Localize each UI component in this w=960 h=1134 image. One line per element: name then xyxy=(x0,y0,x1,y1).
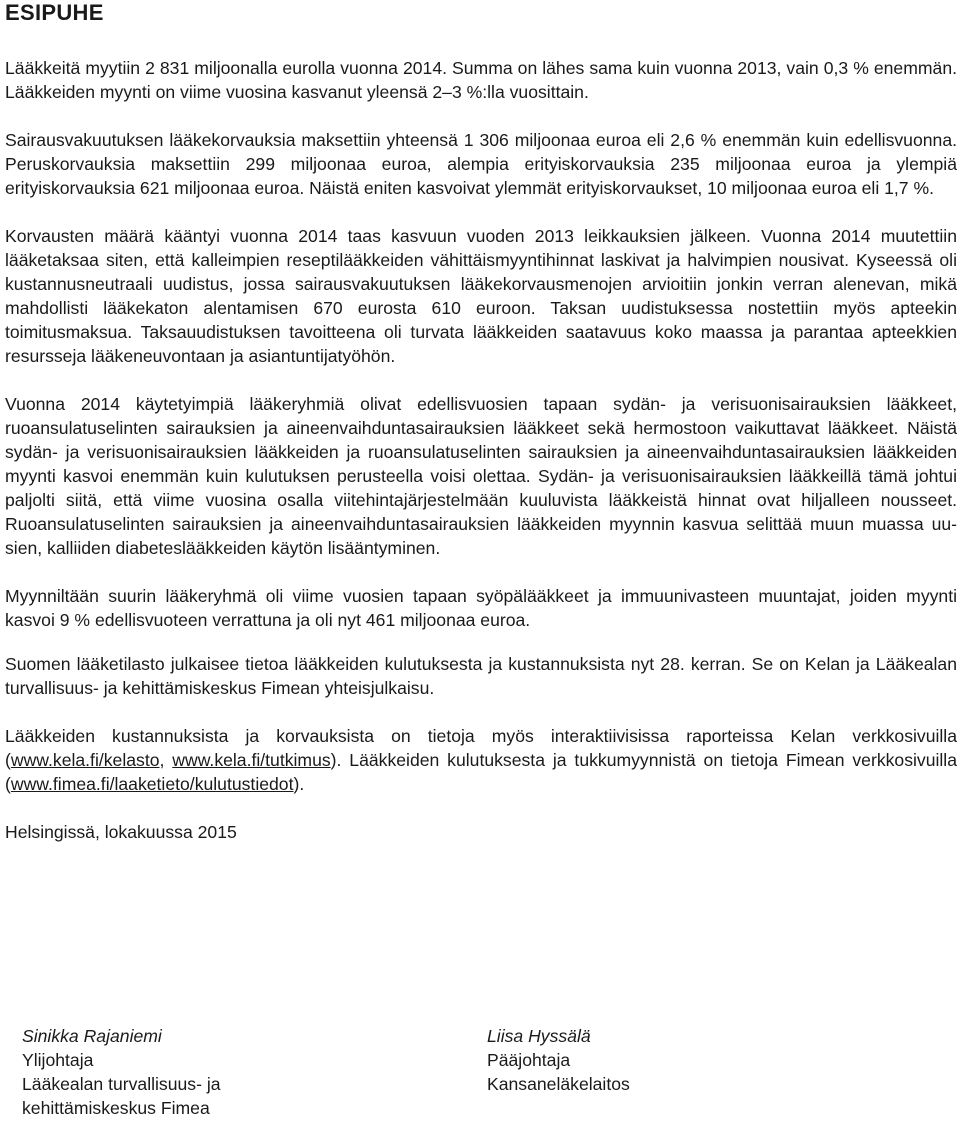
paragraph-publication: Suomen lääketilasto julkaisee tietoa lääkkeiden kulutuksesta ja kustannuksista nyt 28. kerran. Se on Kelan ja Lääkealan turvallisuus- ja kehittämiskeskus Fimean yhteisjulkaisu. xyxy=(5,654,957,698)
signature-right xyxy=(487,1024,630,1096)
link-kela-tutkimus[interactable]: www.kela.fi/tutkimus xyxy=(172,750,331,770)
signer-organization: Lääkealan turvallisuus- ja xyxy=(22,1074,221,1094)
signer-organization-line2: kehittämiskeskus Fimea xyxy=(22,1098,210,1118)
online-reports-text-2: ). Lääkkeiden kulutuksesta ja tukkumyynnistä on tietoja Fimean verkkosivuilla ( xyxy=(5,750,958,794)
signer-title: Ylijohtaja xyxy=(22,1050,94,1070)
paragraph-sales: Lääkkeitä myytiin 2 831 miljoonalla eurolla vuonna 2014. Summa on lähes sama kuin vuonna 2013, vain 0,3 % enemmän. Lääkkeiden myynti on viime vuosina kasvanut yleensä 2–3 %:lla vuosittain. xyxy=(5,58,957,102)
paragraph-online-reports xyxy=(5,724,957,796)
online-reports-text-3: ). xyxy=(293,774,305,794)
signatures xyxy=(22,1024,922,1134)
link-kela-kelasto[interactable]: www.kela.fi/kelasto xyxy=(10,750,160,770)
signer-title: Pääjohtaja xyxy=(487,1050,571,1070)
signer-name: Sinikka Rajaniemi xyxy=(22,1026,162,1046)
signer-organization: Kansaneläkelaitos xyxy=(487,1074,630,1094)
page-title: ESIPUHE xyxy=(5,0,104,25)
paragraph-tariff-reform: Korvausten määrä kääntyi vuonna 2014 taas kasvuun vuoden 2013 leikkauksien jälkeen. Vuonna 2014 muutettiin lääketaksaa siten, että kalleimpien reseptilääkkeiden vähittäismyyntihinnat laskivat ja halvimpien nousivat. Kyseessä oli kustannusneutraali uudistus, jossa sairausvakuutuksen lääkekorvausmenojen arvioitiin jonkin verran alenevan, mikä mahdollisti lääkekaton alentamisen 670 eurosta 610 euroon. Taksan uudistuksessa nostettiin myös apteekin toimitusmaksua. Taksauudistuksen tavoitteena oli turvata lääkkeiden saatavuus koko maassa ja parantaa apteekkien resursseja lääkeneuvontaan ja asiantuntijatyöhön. xyxy=(5,226,957,366)
signer-name: Liisa Hyssälä xyxy=(487,1026,591,1046)
link-fimea-kulutustiedot[interactable]: www.fimea.fi/laaketieto/kulutustiedot xyxy=(10,774,294,794)
signature-left xyxy=(22,1024,221,1120)
paragraph-top-group: Myynniltään suurin lääkeryhmä oli viime vuosien tapaan syöpälääkkeet ja immuunivasteen muuntajat, joiden myynti kasvoi 9 % edellisvuoteen verrattuna ja oli nyt 461 miljoonaa euroa. xyxy=(5,586,957,630)
paragraph-drug-groups: Vuonna 2014 käytetyimpiä lääkeryhmiä olivat edellisvuosien tapaan sydän- ja verisuonisairauksien lääkkeet, ruoansulatuselinten sairauksien ja aineenvaihduntasairauksien lääkkeet sekä hermostoon vaikuttavat lääkkeet. Näistä sydän- ja verisuonisairauksien lääkkeiden ja ruoansulatuselinten sairauksien ja aineenvaihduntasairauksien lääkkeiden myynti kasvoi enemmän kuin kulutuksen perusteella voisi olettaa. Sydän- ja verisuonisairauksien lääkkeillä tämä johtui paljolti siitä, että viime vuosina osalla viitehintajärjestelmään kuuluvista lääkkeistä hinnat ovat hiljalleen nousseet. Ruoansulatuselinten sairauksien ja aineenvaihduntasairauksien lääkkeiden myynnin kasvua selittää muun muassa uusien, kalliiden diabeteslääkkeiden käytön lisääntyminen. xyxy=(5,394,957,558)
paragraph-reimbursements: Sairausvakuutuksen lääkekorvauksia maksettiin yhteensä 1 306 miljoonaa euroa eli 2,6 % enemmän kuin edellisvuonna. Peruskorvauksia maksettiin 299 miljoonaa euroa, alempia erityiskorvauksia 235 miljoonaa euroa ja ylempiä erityiskorvauksia 621 miljoonaa euroa. Näistä eniten kasvoivat ylemmät erityiskorvaukset, 10 miljoonaa euroa eli 1,7 %. xyxy=(5,130,957,198)
preface-page xyxy=(5,0,957,844)
online-reports-text-1: Lääkkeiden kustannuksista ja korvauksista on tietoja myös interaktiivisissa raporteissa Kelan verkkosivuilla ( xyxy=(5,726,957,770)
online-reports-separator: , xyxy=(159,750,173,770)
place-and-date: Helsingissä, lokakuussa 2015 xyxy=(5,822,237,842)
